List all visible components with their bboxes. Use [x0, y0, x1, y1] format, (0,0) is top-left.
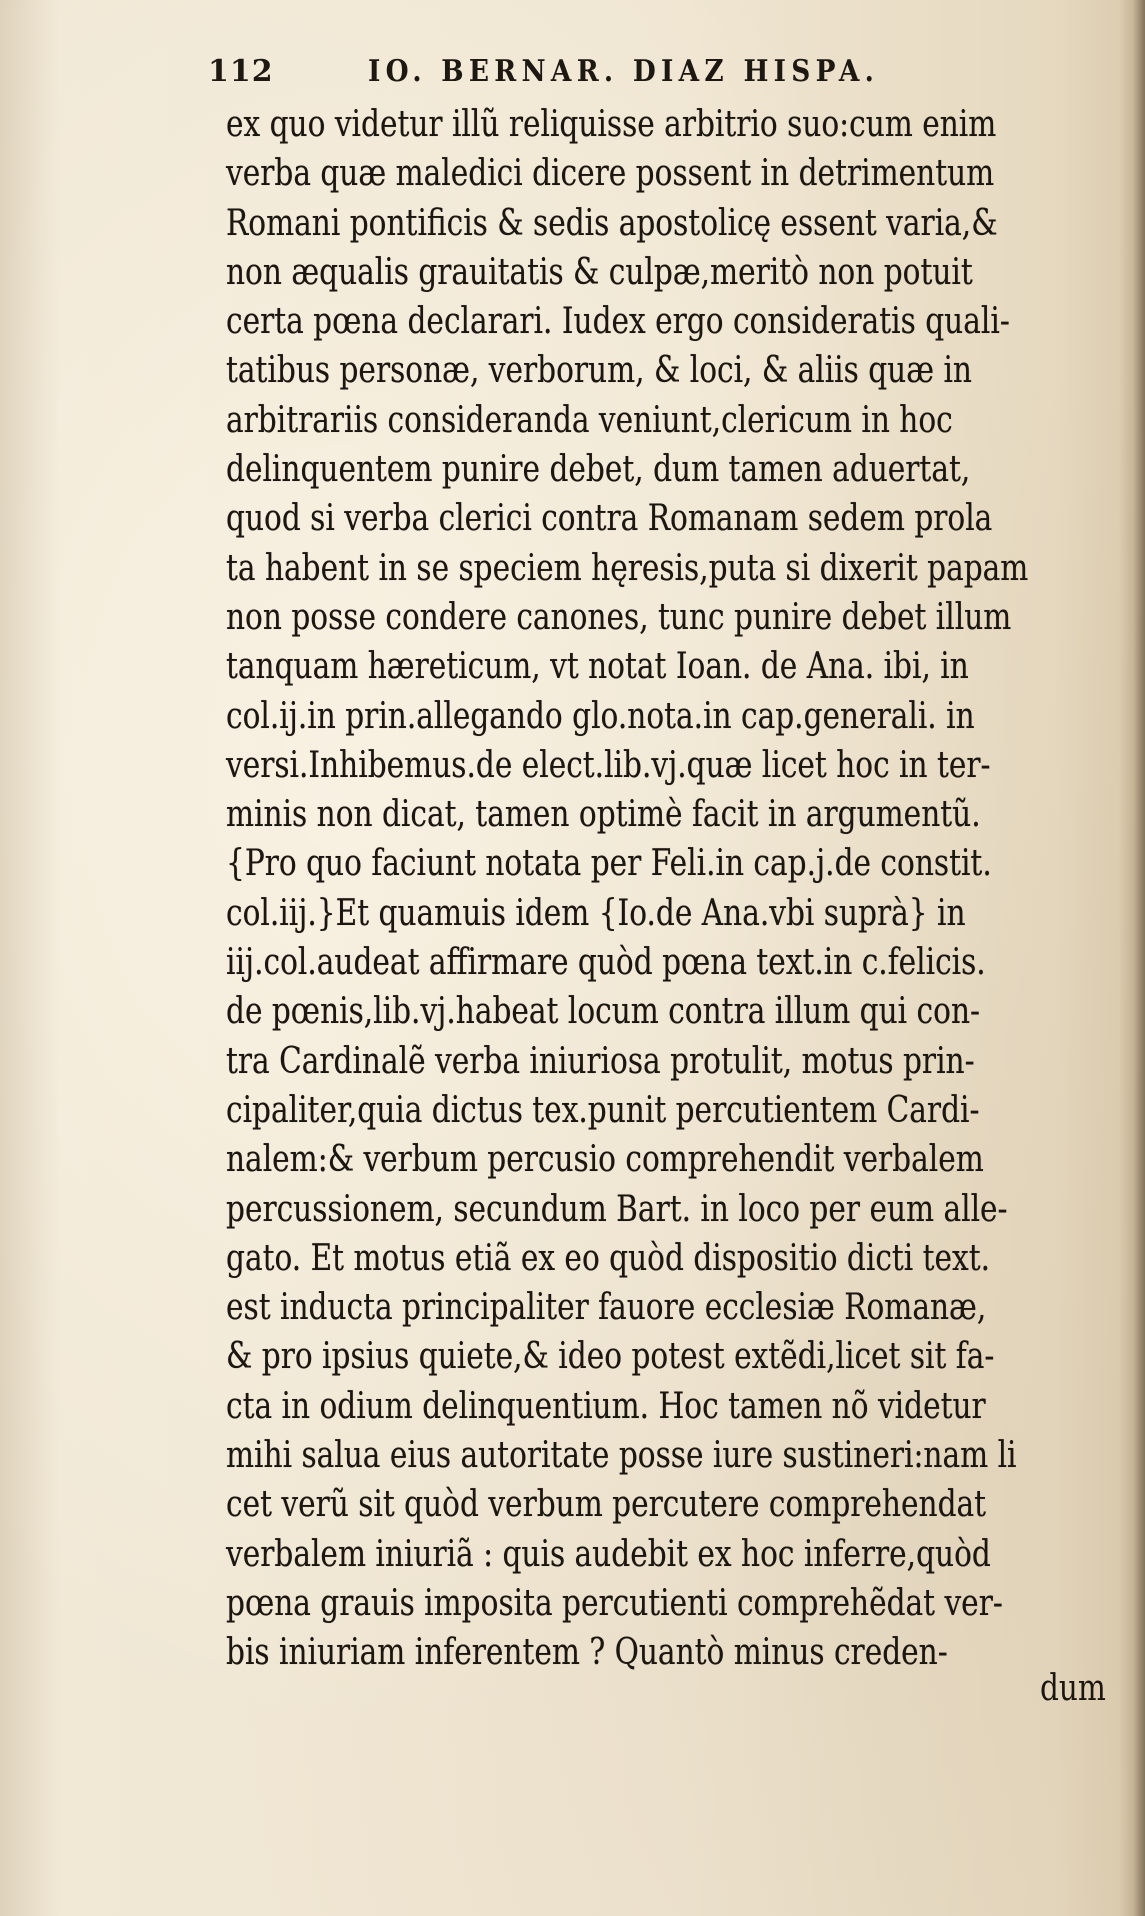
running-head [208, 48, 1028, 98]
text-line: de pœnis,lib.vj.habeat locum contra illum qui con- [226, 991, 981, 1033]
text-line: col.iij.}Et quamuis idem {Io.de Ana.vbi suprà} in [226, 892, 966, 934]
text-line: bis iniuriam inferentem ? Quantò minus creden- [226, 1632, 948, 1674]
text-line: minis non dicat, tamen optimè facit in argumentũ. [226, 794, 981, 836]
text-line: cta in odium delinquentium. Hoc tamen nõ videtur [226, 1385, 986, 1427]
text-line: ta habent in se speciem hęresis,puta si dixerit papam [226, 547, 1029, 589]
text-line: verbalem iniuriã : quis audebit ex hoc inferre,quòd [226, 1533, 991, 1575]
text-line: {Pro quo faciunt notata per Feli.in cap.j.de constit. [226, 843, 992, 885]
text-line: ex quo videtur illũ reliquisse arbitrio suo:cum enim [226, 104, 997, 145]
text-line: non posse condere canones, tunc punire debet illum [226, 596, 1012, 638]
text-line: pœna grauis imposita percutienti comprehẽdat ver- [226, 1582, 1003, 1624]
text-line: delinquentem punire debet, dum tamen aduertat, [226, 449, 971, 491]
text-line: tatibus personæ, verborum, & loci, & aliis quæ in [226, 350, 972, 392]
text-line: col.ij.in prin.allegando glo.nota.in cap.generali. in [226, 695, 975, 737]
gutter-shadow [0, 0, 60, 1916]
text-line: quod si verba clerici contra Romanam sedem prola [226, 498, 993, 540]
text-line: tanquam hæreticum, vt notat Ioan. de Ana. ibi, in [226, 646, 969, 688]
text-line: tra Cardinalẽ verba iniuriosa protulit, motus prin- [226, 1040, 975, 1082]
page-number: 112 [208, 54, 274, 89]
text-line: arbitrariis consideranda veniunt,clericum in hoc [226, 399, 953, 441]
text-line: Romani pontificis & sedis apostolicę essent varia,& [226, 202, 998, 244]
text-line: est inducta principaliter fauore ecclesiæ Romanæ, [226, 1287, 987, 1329]
text-line: versi.Inhibemus.de elect.lib.vj.quæ licet hoc in ter- [226, 744, 991, 786]
text-line: certa pœna declarari. Iudex ergo consideratis quali- [226, 301, 1010, 343]
running-title: IO. BERNAR. DIAZ HISPA. [368, 54, 880, 89]
text-line: non æqualis grauitatis & culpæ,meritò non potuit [226, 251, 973, 293]
body-text [226, 100, 1126, 1678]
catchword: dum [1040, 1668, 1106, 1709]
text-line: mihi salua eius autoritate posse iure sustineri:nam li [226, 1435, 1017, 1477]
text-line: gato. Et motus etiã ex eo quòd dispositio dicti text. [226, 1237, 991, 1279]
text-line: iij.col.audeat affirmare quòd pœna text.in c.felicis. [226, 942, 986, 984]
text-line: verba quæ maledici dicere possent in detrimentum [226, 153, 995, 195]
text-line: nalem:& verbum percusio comprehendit verbalem [226, 1139, 984, 1181]
text-line: percussionem, secundum Bart. in loco per eum alle- [226, 1188, 1008, 1230]
text-line: & pro ipsius quiete,& ideo potest extẽdi,licet sit fa- [226, 1336, 995, 1378]
text-line: cipaliter,quia dictus tex.punit percutientem Cardi- [226, 1089, 980, 1131]
text-line: cet verũ sit quòd verbum percutere comprehendat [226, 1484, 987, 1526]
